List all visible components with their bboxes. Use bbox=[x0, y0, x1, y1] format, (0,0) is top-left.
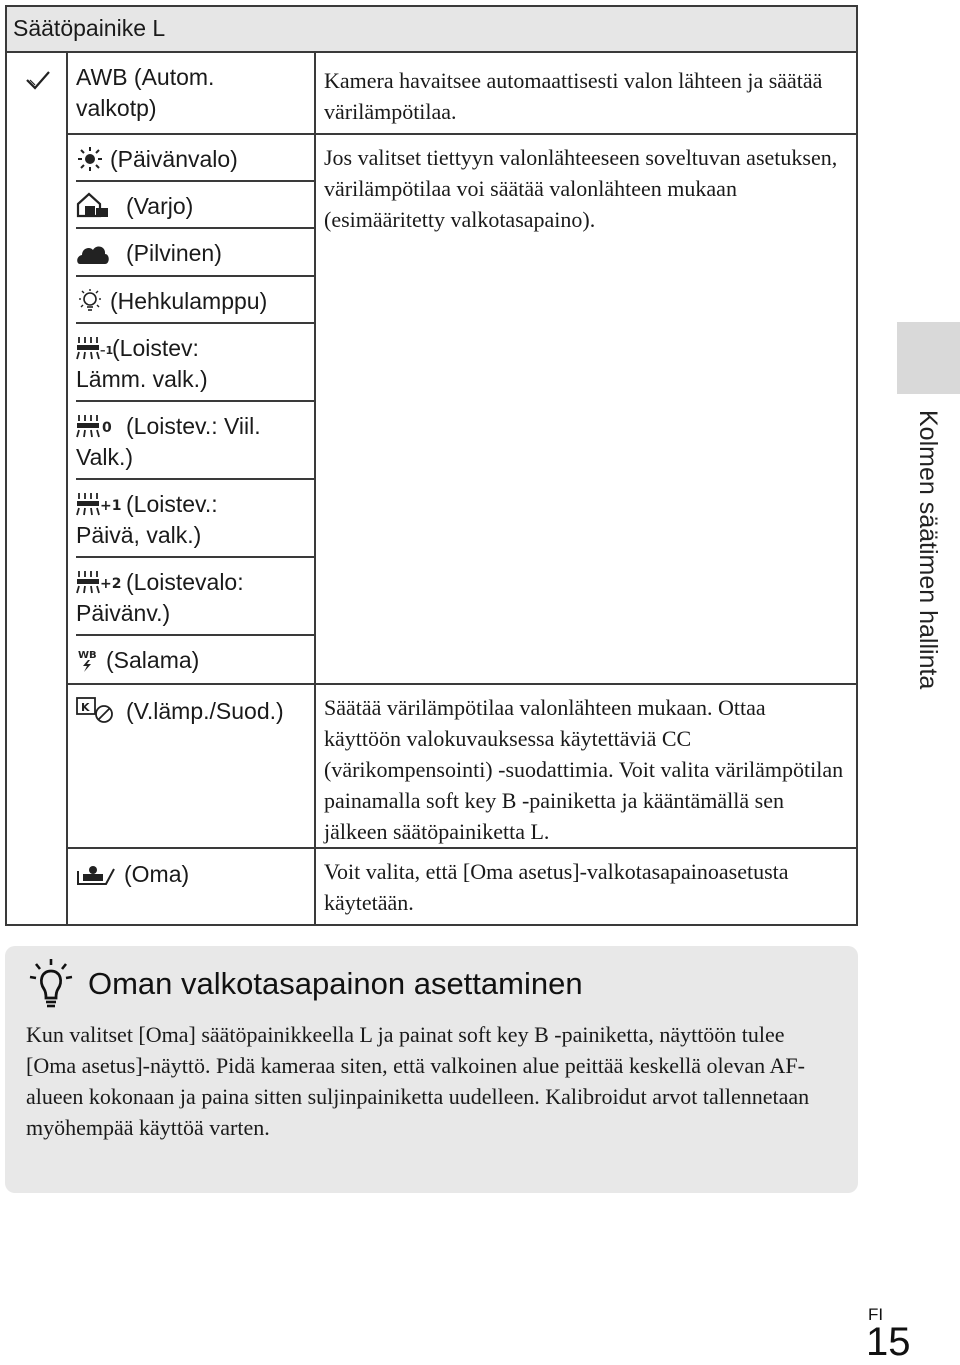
preset-modes-cell bbox=[67, 134, 315, 684]
preset-flash: WB (Salama) bbox=[78, 647, 200, 673]
custom-wb-description: Voit valita, että [Oma asetus]-valkotasapainoasetusta käytetään. bbox=[315, 848, 857, 925]
fluorescent-daylight-badge: +2 bbox=[100, 576, 122, 592]
preset-fluorescent-day-white: +1 (Loistev.: Päivä, valk.) bbox=[76, 480, 314, 558]
sun-icon bbox=[76, 146, 104, 172]
white-balance-table bbox=[5, 5, 858, 926]
fluorescent-icon bbox=[76, 413, 120, 439]
table-header bbox=[6, 6, 857, 52]
custom-wb-cell: (Oma) bbox=[67, 848, 315, 925]
default-check-cell bbox=[6, 52, 67, 925]
preset-fluorescent-cool: 0 (Loistev.: Viil. Valk.) bbox=[76, 402, 314, 480]
language-code: FI bbox=[868, 1305, 884, 1324]
preset-fluorescent-daylight: +2 (Loistevalo: Päivänv.) bbox=[76, 558, 314, 636]
side-tab-marker bbox=[897, 322, 960, 394]
table-header-label: Säätöpainike L bbox=[13, 15, 166, 41]
awb-mode-label-line1: AWB (Autom. bbox=[76, 64, 215, 90]
lightbulb-hint-icon bbox=[28, 958, 74, 1010]
preset-shade: (Varjo) bbox=[76, 182, 314, 229]
shade-icon bbox=[76, 191, 110, 219]
preset-incandescent: (Hehkulamppu) bbox=[76, 277, 314, 324]
color-temp-filter-description: Säätää värilämpötilaa valonlähteen mukaan. Ottaa käyttöön valokuvauksessa käytettäviä CC (värikompensointi) -suodattimia. Voit valita värilämpötilan painamalla soft key B -painiketta ja kääntämällä sen jälkeen säätöpainiketta L. bbox=[315, 684, 857, 848]
fluorescent-cool-badge: 0 bbox=[102, 420, 112, 436]
fluorescent-icon bbox=[76, 335, 114, 361]
fluorescent-icon bbox=[76, 491, 120, 517]
check-icon bbox=[25, 69, 51, 91]
cloud-icon bbox=[76, 240, 110, 266]
svg-text:K: K bbox=[81, 701, 90, 714]
preset-fluorescent-warm: –1 (Loistev: Lämm. valk.) bbox=[76, 324, 314, 402]
fluorescent-icon bbox=[76, 569, 120, 595]
awb-mode-cell bbox=[67, 52, 315, 134]
svg-text:WB: WB bbox=[78, 650, 97, 661]
awb-description: Kamera havaitsee automaattisesti valon lähteen ja säätää värilämpötilaa. bbox=[315, 52, 857, 134]
fluorescent-day-white-badge: +1 bbox=[100, 498, 122, 514]
flash-wb-icon bbox=[76, 647, 100, 673]
tip-title: Oman valkotasapainon asettaminen bbox=[88, 966, 583, 1001]
page-number: 15 bbox=[866, 1320, 911, 1364]
custom-wb-icon bbox=[76, 861, 116, 887]
fluorescent-warm-badge: –1 bbox=[100, 344, 114, 357]
tip-body: Kun valitset [Oma] säätöpainikkeella L ja painat soft key B -painiketta, näyttöön tulee [Oma asetus]-näyttö. Pidä kameraa siten, että valkoinen alue peittää keskellä olevan AF-alueen kokonaan ja paina sitten suljinpainiketta uudelleen. Kalibroidut arvot tallennetaan myöhempää käyttöä varten. bbox=[26, 1022, 810, 1140]
preset-cloudy: (Pilvinen) bbox=[76, 229, 314, 277]
incandescent-icon bbox=[76, 288, 104, 314]
preset-daylight: (Päivänvalo) bbox=[76, 135, 314, 182]
color-temp-filter-cell: K (V.lämp./Suod.) bbox=[67, 684, 315, 848]
awb-mode-label-line2: valkotp) bbox=[76, 95, 157, 121]
preset-description: Jos valitset tiettyyn valonlähteeseen soveltuvan asetuksen, värilämpötilaa voi säätää valonlähteen mukaan (esimääritetty valkotasapaino). bbox=[315, 134, 857, 684]
color-temp-filter-icon bbox=[76, 695, 116, 725]
